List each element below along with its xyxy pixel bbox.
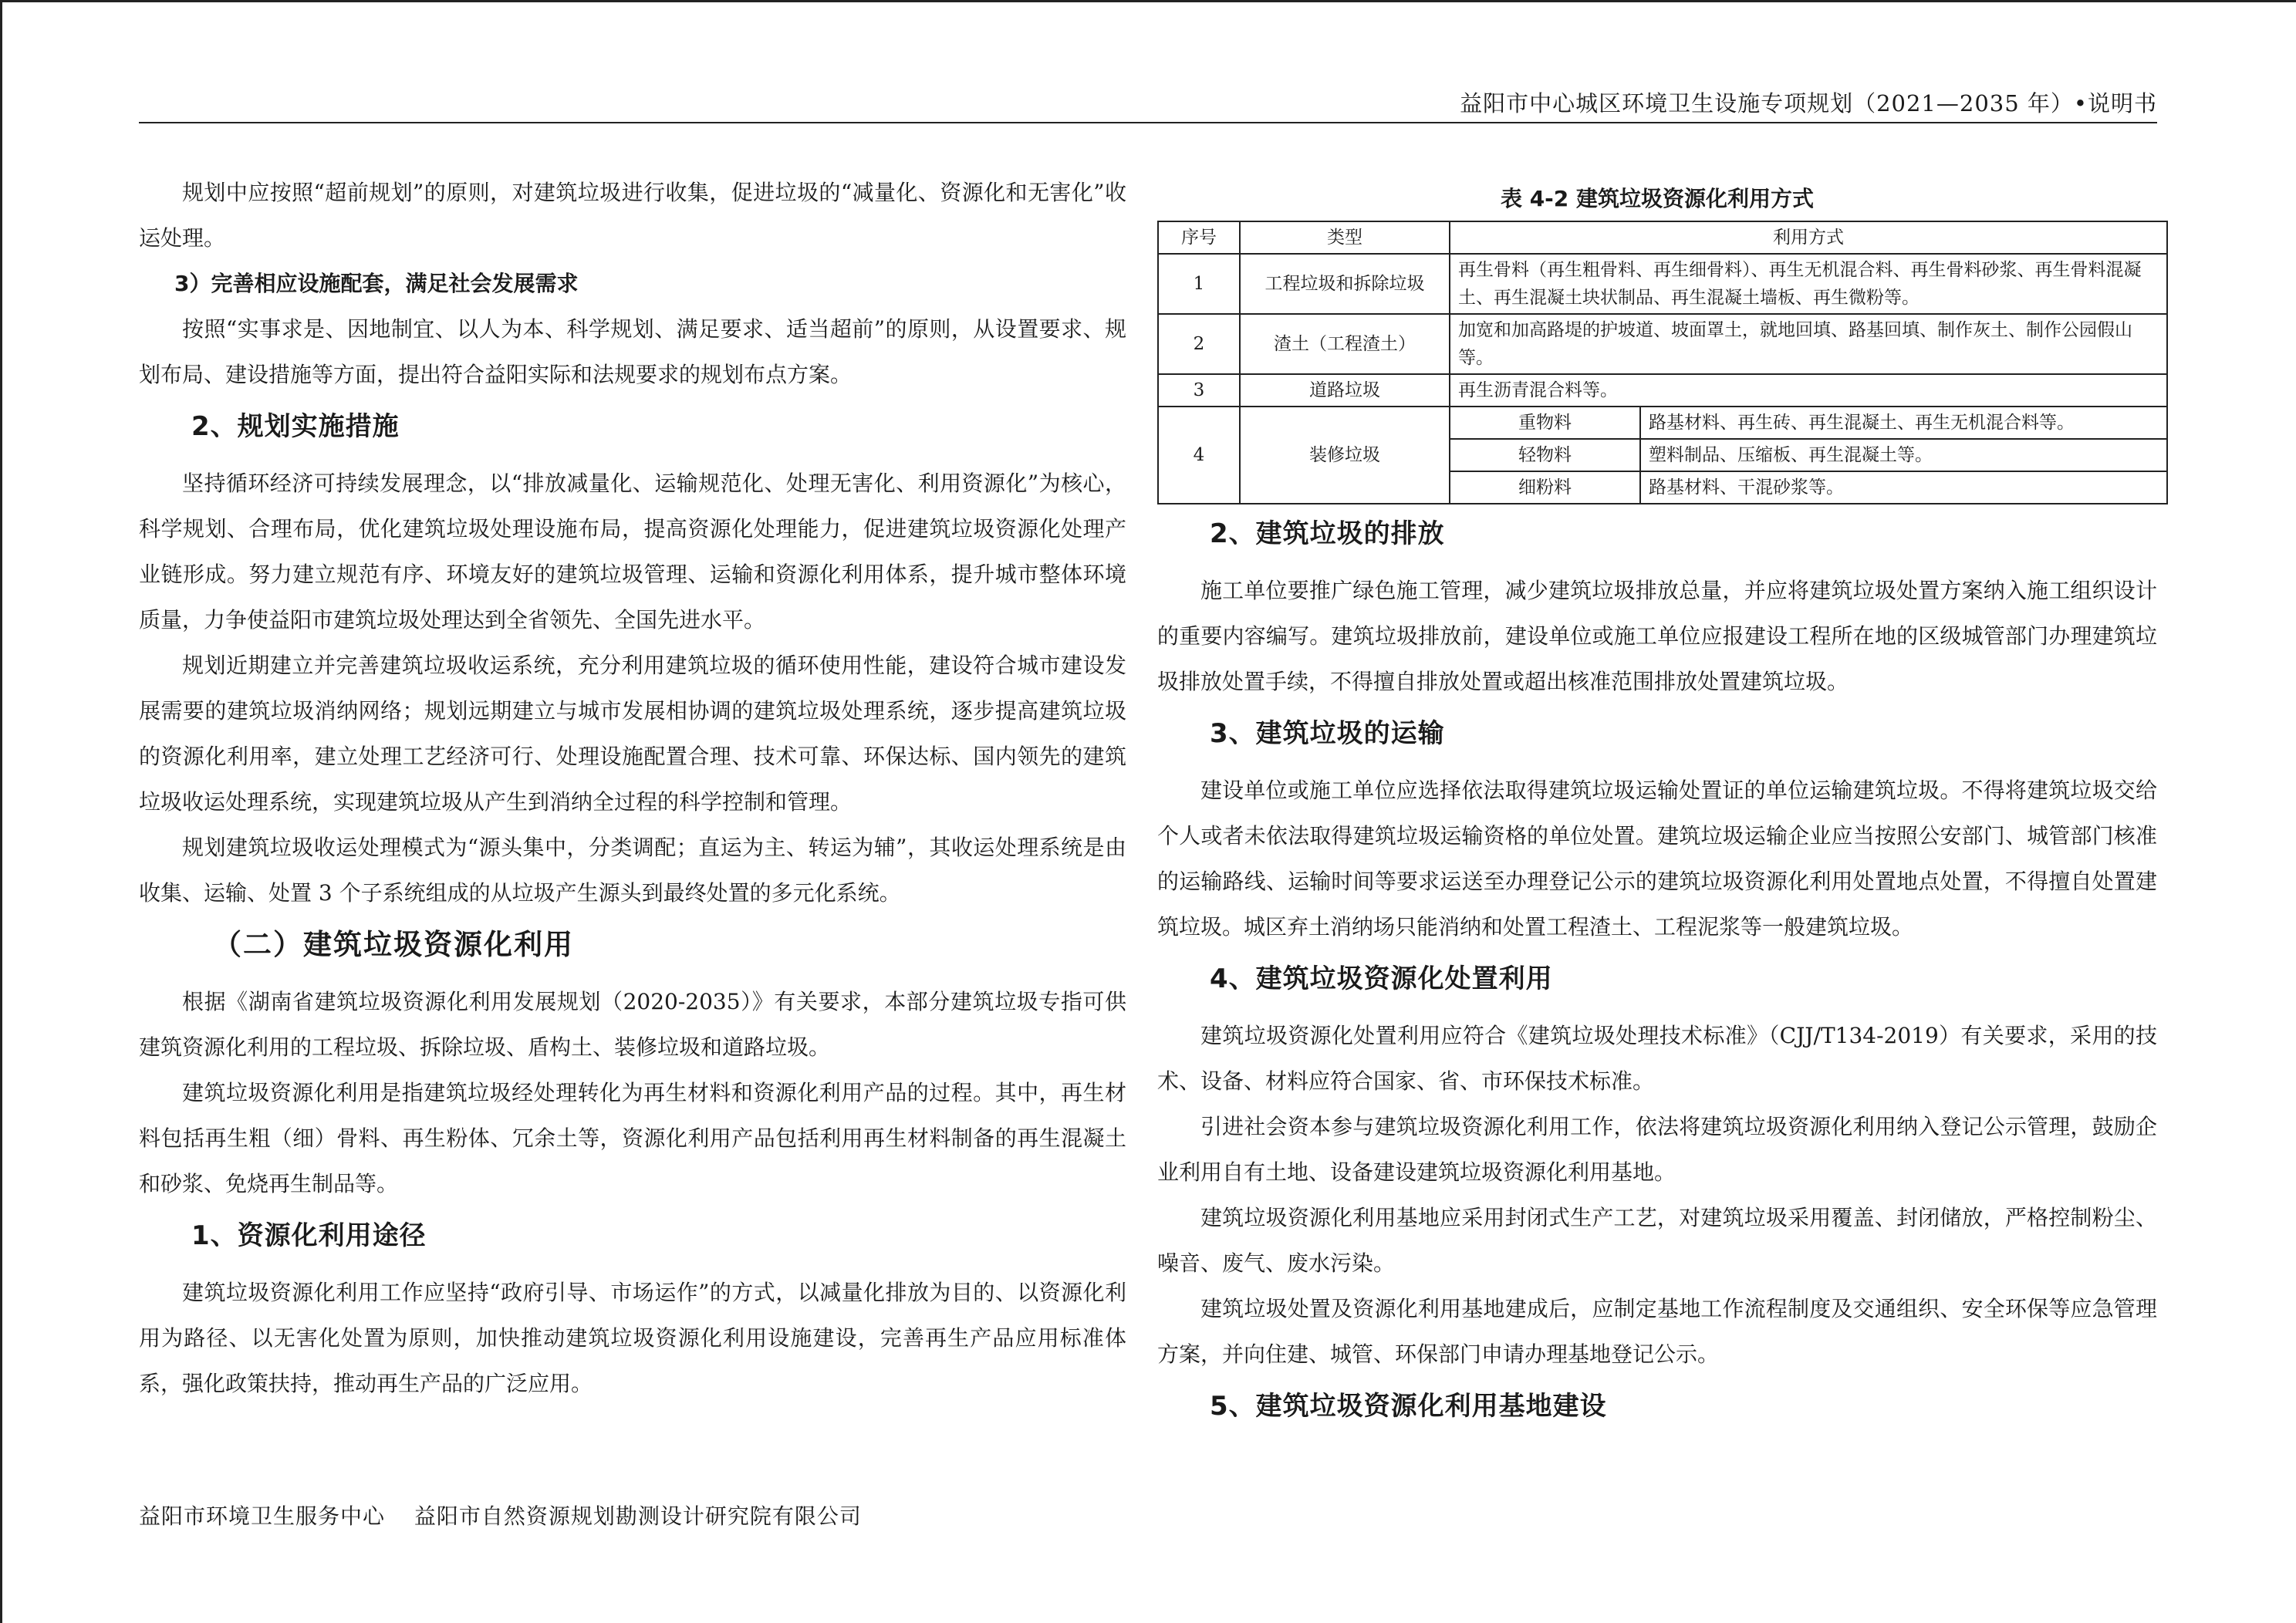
table-cell: 2 (1158, 314, 1240, 374)
heading-transport: 3、建筑垃圾的运输 (1210, 718, 1445, 749)
table-cell: 1 (1158, 254, 1240, 314)
paragraph: 规划建筑垃圾收运处理模式为“源头集中，分类调配；直运为主、转运为辅”，其收运处理系统是由收集、运输、处置 3 个子系统组成的从垃圾产生源头到最终处置的多元化系统。 (139, 835, 1126, 906)
header-cell: 类型 (1240, 221, 1450, 254)
table-cell: 重物料 (1450, 407, 1640, 439)
header-rule (139, 122, 2157, 123)
table-cell: 装修垃圾 (1240, 407, 1450, 504)
table-cell: 4 (1158, 407, 1240, 504)
resource-utilization-table (1157, 221, 2168, 504)
heading-emission: 2、建筑垃圾的排放 (1210, 518, 1445, 549)
table-row (1158, 407, 2167, 439)
table-cell: 道路垃圾 (1240, 374, 1450, 407)
paragraph: 建筑垃圾资源化处置利用应符合《建筑垃圾处理技术标准》（CJJ/T134-2019）有关要求，采用的技术、设备、材料应符合国家、省、市环保技术标准。 (1157, 1023, 2157, 1094)
paragraph: 规划近期建立并完善建筑垃圾收运系统，充分利用建筑垃圾的循环使用性能，建设符合城市建设发展需要的建筑垃圾消纳网络；规划远期建立与城市发展相协调的建筑垃圾处理系统，逐步提高建筑垃圾的资源化利用率，建立处理工艺经济可行、处理设施配置合理、技术可靠、环保达标、国内领先的建筑垃圾收运处理系统，实现建筑垃圾从产生到消纳全过程的科学控制和管理。 (139, 653, 1126, 815)
table-row (1158, 314, 2167, 374)
table-row (1158, 254, 2167, 314)
left-column (139, 170, 1126, 1406)
table-cell: 路基材料、干混砂浆等。 (1640, 471, 2167, 504)
footer-org-planning-institute: 益阳市自然资源规划勘测设计研究院有限公司 (414, 1503, 862, 1529)
sub-heading: 3）完善相应设施配套，满足社会发展需求 (174, 271, 579, 296)
heading-implementation: 2、规划实施措施 (191, 411, 400, 442)
table-cell: 路基材料、再生砖、再生混凝土、再生无机混合料等。 (1640, 407, 2167, 439)
table-cell: 渣土（工程渣土） (1240, 314, 1450, 374)
table-caption: 表 4-2 建筑垃圾资源化利用方式 (1500, 186, 1815, 211)
header-cell: 利用方式 (1450, 221, 2167, 254)
paragraph: 引进社会资本参与建筑垃圾资源化利用工作，依法将建筑垃圾资源化利用纳入登记公示管理，鼓励企业利用自有土地、设备建设建筑垃圾资源化利用基地。 (1157, 1114, 2157, 1185)
table-cell: 再生骨料（再生粗骨料、再生细骨料）、再生无机混合料、再生骨料砂浆、再生骨料混凝土、再生混凝土块状制品、再生混凝土墙板、再生微粉等。 (1450, 254, 2167, 314)
heading-resource-disposal: 4、建筑垃圾资源化处置利用 (1210, 963, 1553, 994)
table-cell: 再生沥青混合料等。 (1450, 374, 2167, 407)
table-cell: 3 (1158, 374, 1240, 407)
paragraph: 建设单位或施工单位应选择依法取得建筑垃圾运输处置证的单位运输建筑垃圾。不得将建筑垃圾交给个人或者未依法取得建筑垃圾运输资格的单位处置。建筑垃圾运输企业应当按照公安部门、城管部门核准的运输路线、运输时间等要求运送至办理登记公示的建筑垃圾资源化利用处置地点处置，不得擅自处置建筑垃圾。城区弃土消纳场只能消纳和处置工程渣土、工程泥浆等一般建筑垃圾。 (1157, 778, 2157, 940)
table-header-row (1158, 221, 2167, 254)
paragraph: 坚持循环经济可持续发展理念，以“排放减量化、运输规范化、处理无害化、利用资源化”为核心，科学规划、合理布局，优化建筑垃圾处理设施布局，提高资源化处理能力，促进建筑垃圾资源化处理产业链形成。努力建立规范有序、环境友好的建筑垃圾管理、运输和资源化利用体系，提升城市整体环境质量，力争使益阳市建筑垃圾处理达到全省领先、全国先进水平。 (139, 471, 1126, 633)
heading-base-construction: 5、建筑垃圾资源化利用基地建设 (1210, 1391, 1607, 1422)
table-cell: 轻物料 (1450, 439, 1640, 471)
heading-utilization-path: 1、资源化利用途径 (191, 1220, 427, 1251)
table-cell: 细粉料 (1450, 471, 1640, 504)
paragraph: 规划中应按照“超前规划”的原则，对建筑垃圾进行收集，促进垃圾的“减量化、资源化和无害化”收运处理。 (139, 180, 1126, 251)
paragraph: 建筑垃圾资源化利用基地应采用封闭式生产工艺，对建筑垃圾采用覆盖、封闭储放，严格控制粉尘、噪音、废气、废水污染。 (1157, 1205, 2157, 1276)
paragraph: 建筑垃圾资源化利用是指建筑垃圾经处理转化为再生材料和资源化利用产品的过程。其中，再生材料包括再生粗（细）骨料、再生粉体、冗余土等，资源化利用产品包括利用再生材料制备的再生混凝土和砂浆、免烧再生制品等。 (139, 1080, 1126, 1196)
paragraph: 建筑垃圾处置及资源化利用基地建成后，应制定基地工作流程制度及交通组织、安全环保等应急管理方案，并向住建、城管、环保部门申请办理基地登记公示。 (1157, 1296, 2157, 1367)
document-header-title: 益阳市中心城区环境卫生设施专项规划（2021—2035 年）•说明书 (1460, 90, 2157, 116)
paragraph: 按照“实事求是、因地制宜、以人为本、科学规划、满足要求、适当超前”的原则，从设置要求、规划布局、建设措施等方面，提出符合益阳实际和法规要求的规划布点方案。 (139, 316, 1126, 387)
table-row (1158, 374, 2167, 407)
right-column (1157, 170, 2157, 1440)
section-heading: （二）建筑垃圾资源化利用 (213, 928, 574, 961)
paragraph: 施工单位要推广绿色施工管理，减少建筑垃圾排放总量，并应将建筑垃圾处置方案纳入施工组织设计的重要内容编写。建筑垃圾排放前，建设单位或施工单位应报建设工程所在地的区级城管部门办理建筑垃圾排放处置手续，不得擅自排放处置或超出核准范围排放处置建筑垃圾。 (1157, 578, 2157, 694)
paragraph: 根据《湖南省建筑垃圾资源化利用发展规划（2020-2035）》有关要求，本部分建筑垃圾专指可供建筑资源化利用的工程垃圾、拆除垃圾、盾构土、装修垃圾和道路垃圾。 (139, 989, 1126, 1060)
page-border-top (0, 0, 2296, 2)
page-border-left (0, 0, 2, 1623)
header-cell: 序号 (1158, 221, 1240, 254)
paragraph: 建筑垃圾资源化利用工作应坚持“政府引导、市场运作”的方式，以减量化排放为目的、以资源化利用为路径、以无害化处置为原则，加快推动建筑垃圾资源化利用设施建设，完善再生产品应用标准体系，强化政策扶持，推动再生产品的广泛应用。 (139, 1280, 1126, 1396)
table-cell: 加宽和加高路堤的护坡道、坡面罩土，就地回填、路基回填、制作灰土、制作公园假山等。 (1450, 314, 2167, 374)
footer-org-sanitation: 益阳市环境卫生服务中心 (139, 1503, 386, 1529)
table-cell: 塑料制品、压缩板、再生混凝土等。 (1640, 439, 2167, 471)
table-cell: 工程垃圾和拆除垃圾 (1240, 254, 1450, 314)
footer (139, 1500, 883, 1530)
